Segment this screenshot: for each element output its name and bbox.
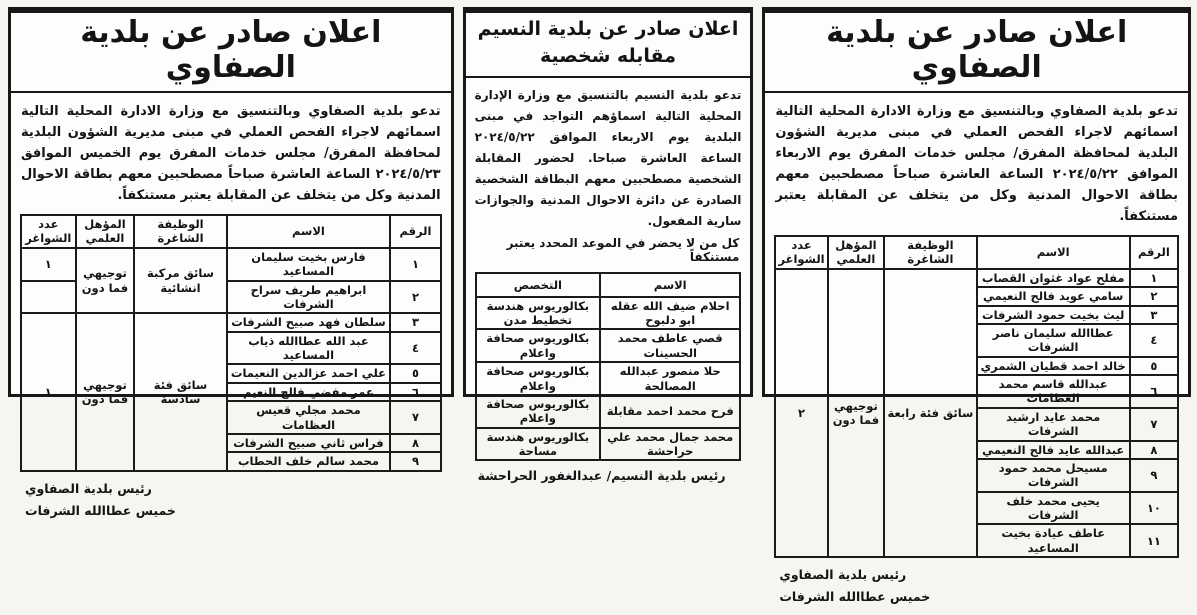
candidates-table bbox=[20, 214, 442, 472]
col-header-name: الاسم bbox=[600, 273, 740, 297]
page-title bbox=[466, 13, 751, 78]
col-header-name: الاسم bbox=[977, 236, 1130, 269]
vacancies-count: ١ bbox=[21, 248, 76, 281]
row-number: ٨ bbox=[1130, 441, 1178, 459]
col-header-vacancies: عدد الشواغر bbox=[775, 236, 827, 269]
candidate-name: عبد الله عطاالله ذياب المساعيد bbox=[227, 332, 391, 365]
candidate-name: خالد احمد قطيان الشمري bbox=[977, 357, 1130, 375]
row-number: ٥ bbox=[1130, 357, 1178, 375]
row-number: ١١ bbox=[1130, 524, 1178, 557]
row-number: ٢ bbox=[1130, 287, 1178, 305]
signature-block bbox=[11, 472, 451, 529]
no-show-note: كل من لا يحضر في الموعد المحدد يعتبر مستنكفاً bbox=[506, 235, 740, 264]
row-number: ٧ bbox=[1130, 408, 1178, 441]
candidates-table bbox=[475, 272, 742, 462]
title-line-1: اعلان صادر عن بلدية النسيم bbox=[477, 18, 739, 40]
table-row bbox=[476, 395, 741, 428]
title-line-2: مقابله شخصية bbox=[540, 44, 676, 67]
row-number: ١٠ bbox=[1130, 492, 1178, 525]
candidate-name: عبدالله عايد فالح النعيمي bbox=[977, 441, 1130, 459]
row-number: ٩ bbox=[1130, 459, 1178, 492]
table-row bbox=[21, 313, 441, 331]
candidate-name: علي احمد عزالدين النعيمات bbox=[227, 364, 391, 382]
candidate-name: ابراهيم طريف سراح الشرفات bbox=[227, 281, 391, 314]
candidate-name: عمر مفضي فالح النعيم bbox=[227, 383, 391, 401]
qualification: توجيهي فما دون bbox=[76, 248, 135, 314]
row-number: ٥ bbox=[390, 364, 440, 382]
qualification: توجيهي فما دون bbox=[76, 313, 135, 470]
row-number: ١ bbox=[1130, 269, 1178, 287]
signature-block bbox=[466, 461, 751, 493]
candidate-name: مفلح عواد غثوان القصاب bbox=[977, 269, 1130, 287]
candidate-name: محمد عايد ارشيد الشرفات bbox=[977, 408, 1130, 441]
candidate-name: قصي عاطف محمد الحسينات bbox=[600, 329, 740, 362]
col-header-position: الوظيفة الشاغرة bbox=[134, 215, 226, 248]
page-title: اعلان صادر عن بلدية الصفاوي bbox=[11, 13, 451, 93]
vacancies-count: ٢ bbox=[775, 269, 827, 557]
row-number: ١ bbox=[390, 248, 440, 281]
candidates-table bbox=[774, 235, 1179, 558]
signature-name: خميس عطاالله الشرفات bbox=[779, 589, 931, 604]
candidate-name: محمد مجلي قعيس العظامات bbox=[227, 401, 391, 434]
col-header-number: الرقم bbox=[1130, 236, 1178, 269]
table-header-row bbox=[476, 273, 741, 297]
announcement-body: تدعو بلدية النسيم بالتنسيق مع وزارة الإدارة المحلية التالية اسماؤهم التواجد في مبنى البلدية يوم الاربعاء الموافق ٢٠٢٤/٥/٢٢ الساعة العاشرة صباحا. لحضور المقابلة الشخصية مصطحبين معهم البطاقة الشخصية الصادرة عن دائرة الاحوال المدنية والجوازات سارية المفعول. bbox=[474, 87, 742, 228]
row-number: ٣ bbox=[390, 313, 440, 331]
candidate-name: فارس بخيت سليمان المساعيد bbox=[227, 248, 391, 281]
announcement-body: تدعو بلدية الصفاوي وبالتنسيق مع وزارة الادارة المحلية التالية اسمائهم لاجراء الفحص العملي في مبنى مديرية الشؤون البلدية لمحافظة المفرق/ مجلس خدمات المفرق يوم الخميس الموافق ٢٠٢٤/٥/٢٣ الساعة العاشرة صباحاً مصطحبين معهم بطاقة الاحوال المدنية وكل من يتخلف عن المقابلة يعتبر مستنكفاً. bbox=[21, 104, 441, 203]
table-header-row bbox=[775, 236, 1178, 269]
announcement-naseem bbox=[463, 7, 754, 484]
candidate-name: عبدالله قاسم محمد العظامات bbox=[977, 375, 1130, 408]
candidate-specialty: بكالوريوس صحافة واعلام bbox=[476, 395, 600, 428]
row-number: ٢ bbox=[390, 281, 440, 314]
vacant-position: سائق فئة سادسة bbox=[134, 313, 226, 470]
signature-line: رئيس بلدية النسيم/ عبدالغفور الحراحشة bbox=[477, 468, 726, 484]
announcement-safawi-wednesday bbox=[762, 7, 1191, 604]
table-row bbox=[21, 248, 441, 281]
vacant-position: سائق مركبة انشائية bbox=[134, 248, 226, 314]
signature-name: خميس عطاالله الشرفات bbox=[25, 502, 176, 518]
col-header-vacancies: عدد الشواغر bbox=[21, 215, 76, 248]
col-header-number: الرقم bbox=[390, 215, 440, 248]
announcement-safawi-thursday bbox=[8, 7, 454, 518]
vacant-position: سائق فئة رابعة bbox=[884, 269, 977, 557]
candidate-name: عطاالله سليمان ناصر الشرفات bbox=[977, 324, 1130, 357]
row-number: ٦ bbox=[390, 383, 440, 401]
candidate-name: يحيى محمد خلف الشرفات bbox=[977, 492, 1130, 525]
table-row bbox=[476, 362, 741, 395]
table-row bbox=[476, 297, 741, 330]
table-header-row bbox=[21, 215, 441, 248]
candidate-name: محمد جمال محمد علي حراحشة bbox=[600, 428, 740, 461]
candidate-specialty: بكالوريوس صحافة واعلام bbox=[476, 362, 600, 395]
candidate-name: حلا منصور عبدالله المصالحة bbox=[600, 362, 740, 395]
announcement-body: تدعو بلدية الصفاوي وبالتنسيق مع وزارة الادارة المحلية التالية اسمائهم لاجراء الفحص العملي في مبنى مديرية الشؤون البلدية لمحافظة المفرق/ مجلس خدمات المفرق يوم الاربعاء الموافق ٢٠٢٤/٥/٢٢ الساعة العاشرة صباحاً مصطحبين معهم بطاقة الاحوال المدنية وكل من يتخلف عن المقابلة يعتبر مستنكفاً. bbox=[775, 104, 1179, 224]
table-row bbox=[476, 329, 741, 362]
row-number: ٤ bbox=[1130, 324, 1178, 357]
col-header-specialty: التخصص bbox=[476, 273, 600, 297]
col-header-position: الوظيفة الشاغرة bbox=[884, 236, 977, 269]
candidate-name: احلام ضيف الله عقله ابو دلبوح bbox=[600, 297, 740, 330]
row-number: ٦ bbox=[1130, 375, 1178, 408]
row-number: ٩ bbox=[390, 452, 440, 470]
table-row bbox=[775, 269, 1178, 287]
row-number: ٨ bbox=[390, 434, 440, 452]
candidate-name: سامي عويد فالح النعيمي bbox=[977, 287, 1130, 305]
candidate-name: سلطان فهد صبيح الشرفات bbox=[227, 313, 391, 331]
signature-title: رئيس بلدية الصفاوي bbox=[779, 567, 907, 583]
signature-block bbox=[765, 558, 1188, 615]
signature-title: رئيس بلدية الصفاوي bbox=[25, 480, 152, 496]
col-header-qualification: المؤهل العلمي bbox=[828, 236, 884, 269]
candidate-name: محمد سالم خلف الحطاب bbox=[227, 452, 391, 470]
candidate-specialty: بكالوريوس هندسة مساحة bbox=[476, 428, 600, 461]
candidate-name: مسيحل محمد حمود الشرفات bbox=[977, 459, 1130, 492]
candidate-name: ليث بخيت حمود الشرفات bbox=[977, 306, 1130, 324]
candidate-specialty: بكالوريوس صحافة واعلام bbox=[476, 329, 600, 362]
candidate-name: فرح محمد احمد مقابلة bbox=[600, 395, 740, 428]
row-number: ٣ bbox=[1130, 306, 1178, 324]
qualification: توجيهي فما دون bbox=[828, 269, 884, 557]
page-title: اعلان صادر عن بلدية الصفاوي bbox=[765, 13, 1188, 93]
vacancies-count-empty bbox=[21, 281, 76, 314]
col-header-name: الاسم bbox=[227, 215, 391, 248]
candidate-name: فراس ثاني صبيح الشرفات bbox=[227, 434, 391, 452]
row-number: ٤ bbox=[390, 332, 440, 365]
candidate-specialty: بكالوريوس هندسة تخطيط مدن bbox=[476, 297, 600, 330]
candidate-name: عاطف عيادة بخيت المساعيد bbox=[977, 524, 1130, 557]
row-number: ٧ bbox=[390, 401, 440, 434]
vacancies-count: ١ bbox=[21, 313, 76, 470]
table-row bbox=[476, 428, 741, 461]
col-header-qualification: المؤهل العلمي bbox=[76, 215, 135, 248]
